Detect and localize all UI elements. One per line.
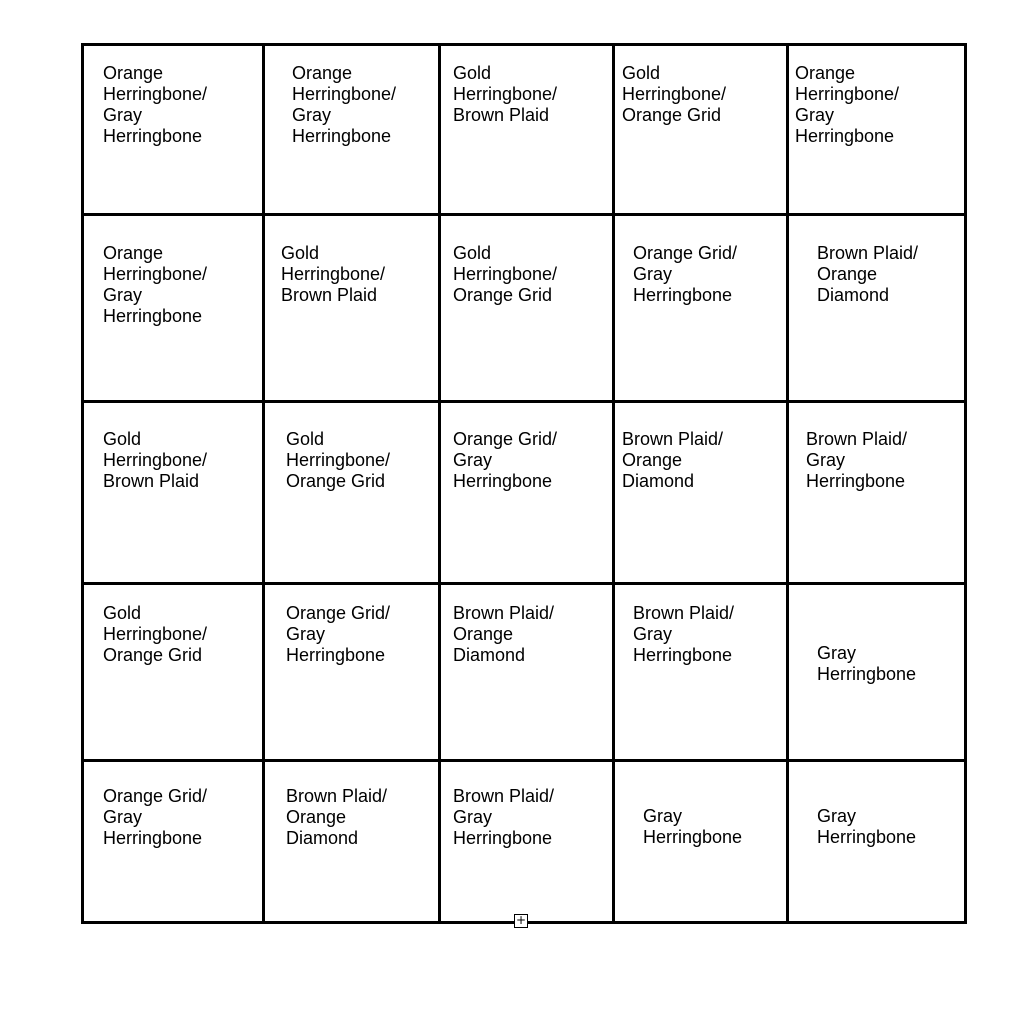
cell-text: Brown Plaid/ Gray Herringbone [633,603,735,665]
table-cell[interactable] [440,584,614,761]
cell-text: Gold Herringbone/ Orange Grid [622,63,727,125]
cell-text: Gray Herringbone [643,806,743,847]
cell-text: Gold Herringbone/ Brown Plaid [281,243,386,305]
cell-text: Orange Herringbone/ Gray Herringbone [292,63,397,146]
cell-text: Gray Herringbone [817,643,917,684]
table-cell[interactable] [83,402,264,584]
table-cell[interactable] [614,45,788,215]
table-cell[interactable] [440,45,614,215]
table-cell[interactable] [83,761,264,923]
cell-text: Orange Grid/ Gray Herringbone [453,429,558,491]
cell-text: Orange Grid/ Gray Herringbone [633,243,738,305]
cell-text: Gold Herringbone/ Orange Grid [286,429,391,491]
cell-text: Brown Plaid/ Gray Herringbone [806,429,908,491]
cell-text: Brown Plaid/ Gray Herringbone [453,786,555,848]
cell-text: Gold Herringbone/ Orange Grid [103,603,208,665]
cell-text: Orange Herringbone/ Gray Herringbone [103,63,208,146]
table-move-handle-icon[interactable]: + [515,913,527,927]
table-cell[interactable] [614,584,788,761]
pattern-grid-table [81,43,967,924]
table-cell[interactable] [83,45,264,215]
table-cell[interactable] [788,215,966,402]
table-cell[interactable] [788,402,966,584]
cell-text: Brown Plaid/ Orange Diamond [286,786,388,848]
table-row [83,761,966,923]
cell-text: Brown Plaid/ Orange Diamond [453,603,555,665]
cell-text: Orange Grid/ Gray Herringbone [286,603,391,665]
table-cell[interactable] [788,584,966,761]
table-cell[interactable] [614,215,788,402]
table-cell[interactable] [264,45,440,215]
table-cell[interactable] [83,584,264,761]
table-cell[interactable] [614,761,788,923]
table-cell[interactable] [788,45,966,215]
table-cell[interactable] [264,761,440,923]
table-cell[interactable] [440,215,614,402]
cell-text: Orange Grid/ Gray Herringbone [103,786,208,848]
table-row [83,45,966,215]
table-row [83,402,966,584]
table-cell[interactable] [788,761,966,923]
table-cell[interactable] [264,402,440,584]
table-cell[interactable] [614,402,788,584]
table-cell[interactable] [83,215,264,402]
cell-text: Gold Herringbone/ Brown Plaid [103,429,208,491]
cell-text: Orange Herringbone/ Gray Herringbone [795,63,900,146]
table-cell[interactable] [264,584,440,761]
table-cell[interactable] [264,215,440,402]
cell-text: Gold Herringbone/ Brown Plaid [453,63,558,125]
table-row [83,215,966,402]
cell-text: Gray Herringbone [817,806,917,847]
cell-text: Brown Plaid/ Orange Diamond [817,243,919,305]
cell-text: Orange Herringbone/ Gray Herringbone [103,243,208,326]
table-cell[interactable] [440,761,614,923]
table-row [83,584,966,761]
cell-text: Gold Herringbone/ Orange Grid [453,243,558,305]
cell-text: Brown Plaid/ Orange Diamond [622,429,724,491]
table-cell[interactable] [440,402,614,584]
